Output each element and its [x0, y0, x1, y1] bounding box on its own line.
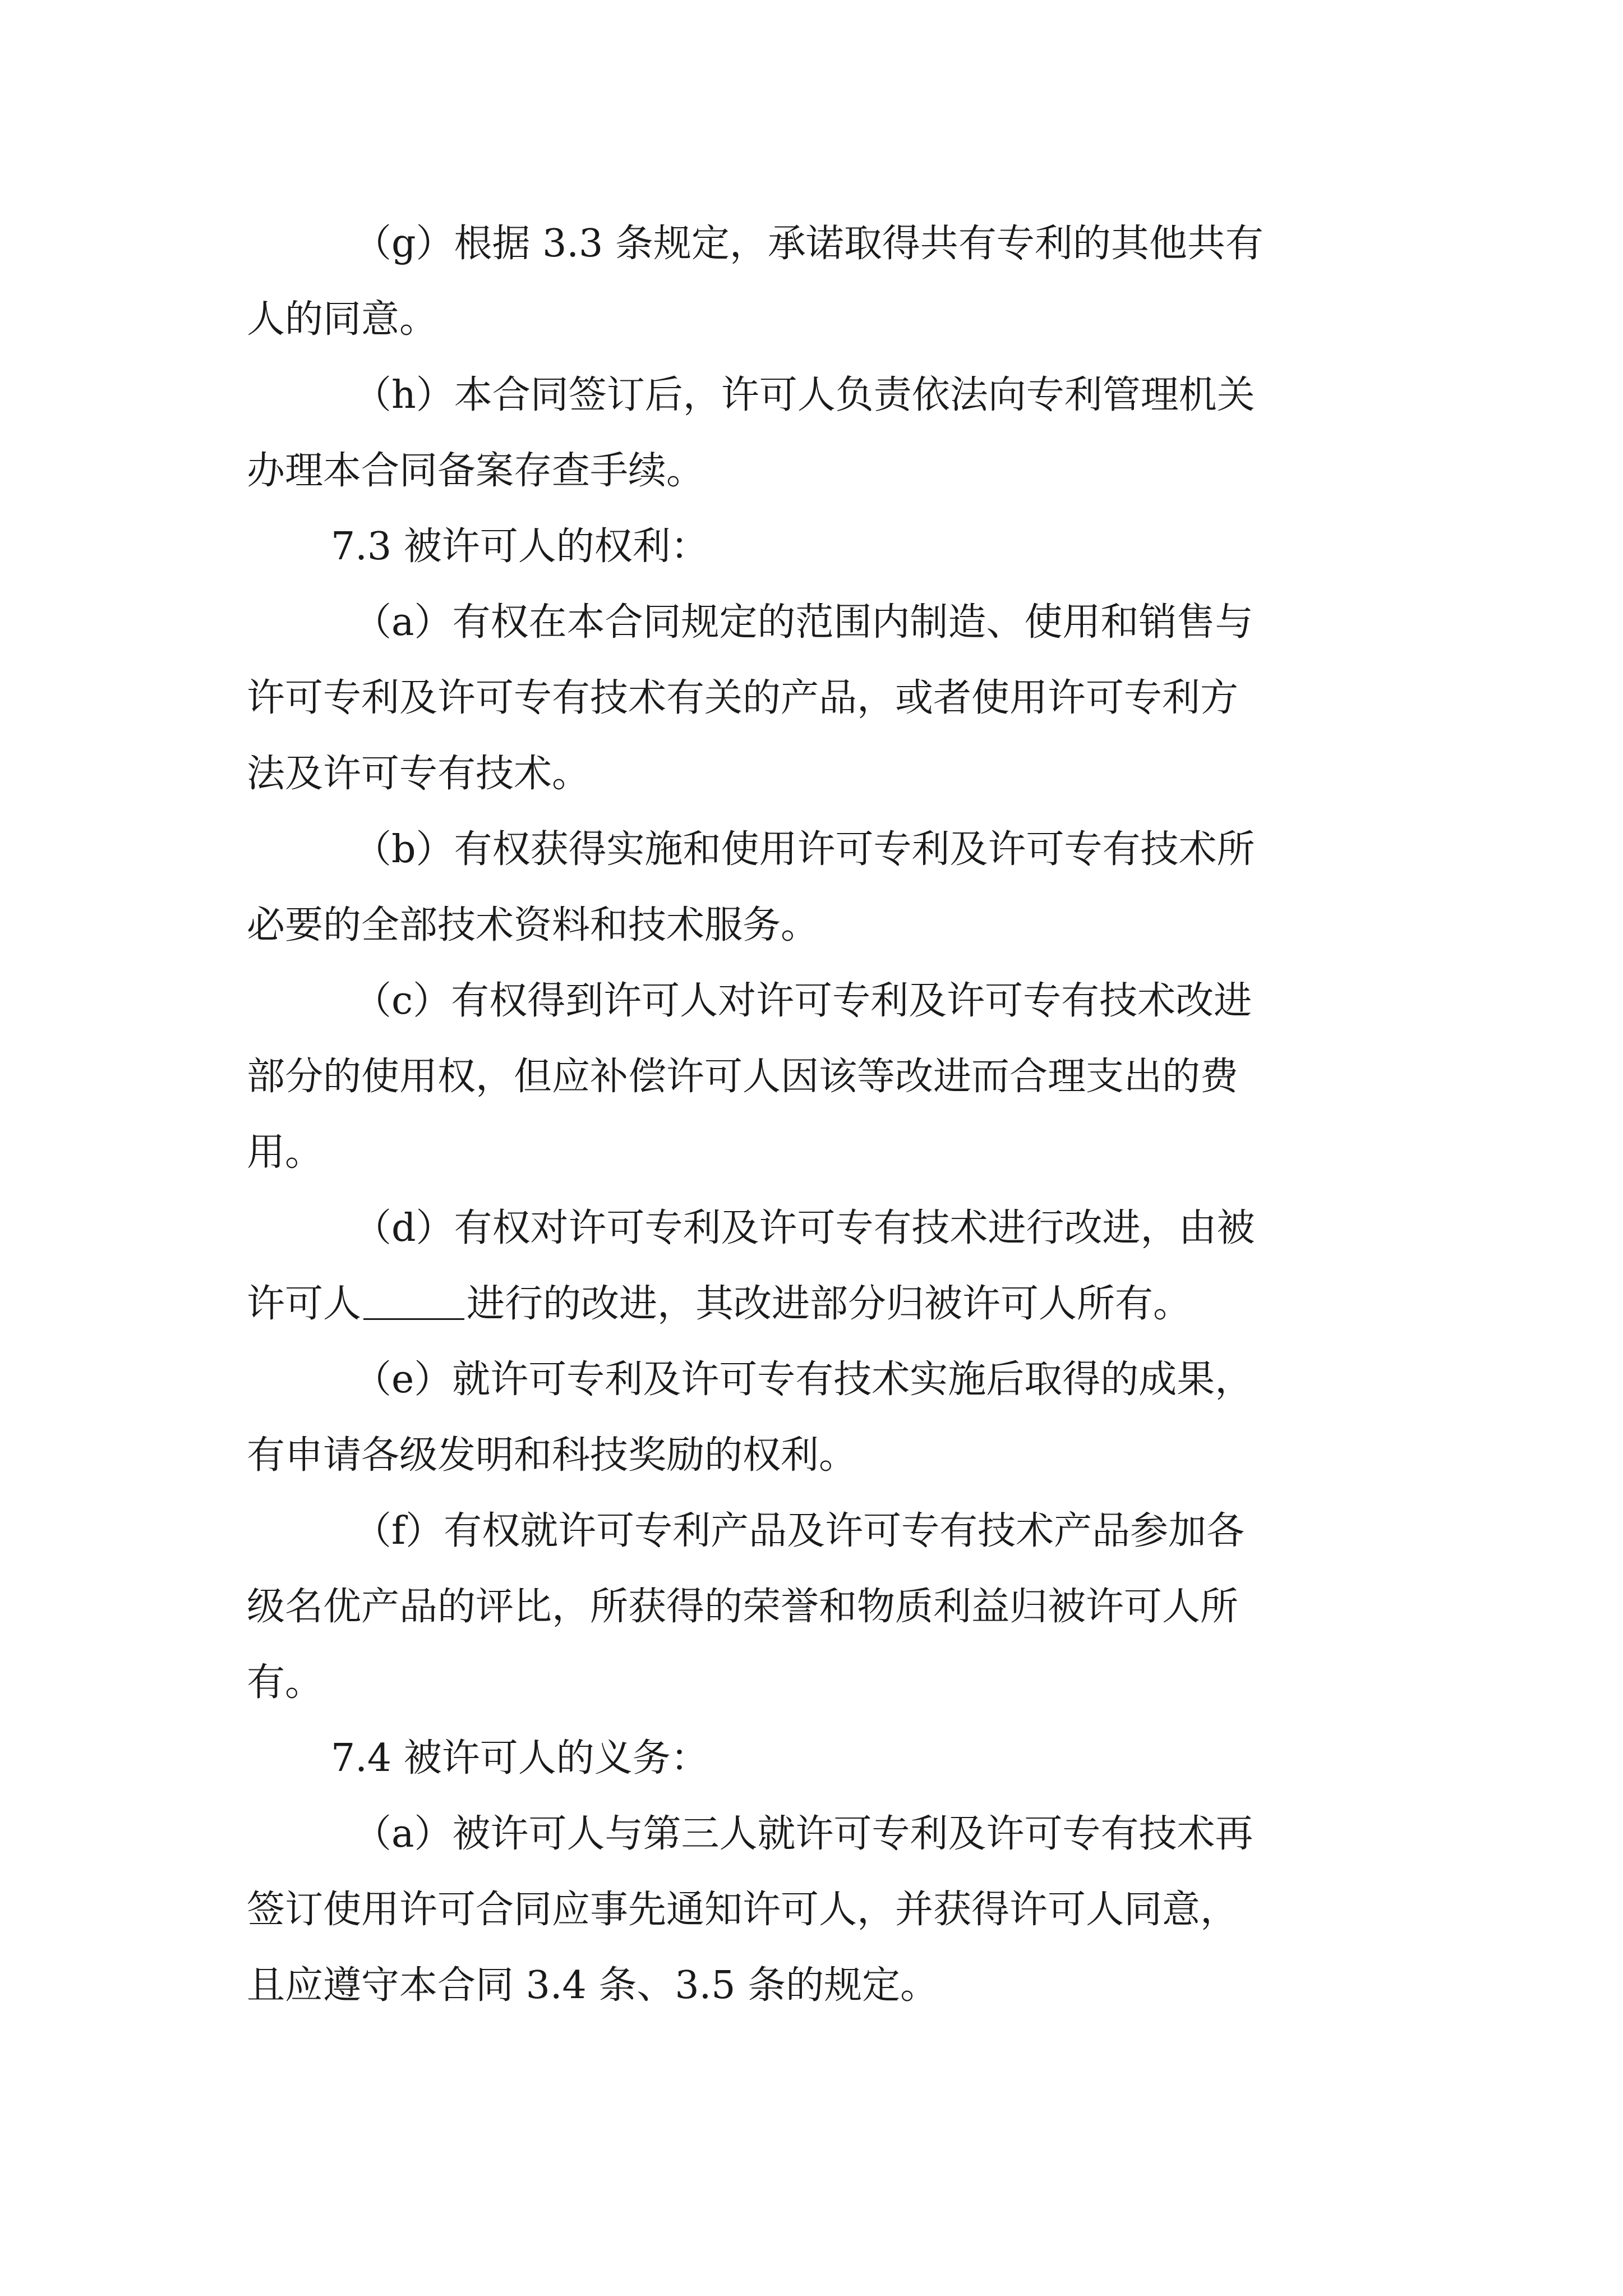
clause-7-3-c-line-3: 用。	[247, 1130, 324, 1175]
clause-7-3-a-line-3: 法及许可专有技术。	[247, 752, 591, 796]
clause-7-3-e-line-1: （e）就许可专利及许可专有技术实施后取得的成果，	[353, 1358, 1253, 1402]
clause-7-3-a-line-1: （a）有权在本合同规定的范围内制造、使用和销售与	[353, 600, 1253, 645]
clause-g-line-1: （g）根据 3.3 条规定，承诺取得共有专利的其他共有	[353, 222, 1264, 266]
clause-7-3-d-line-2-prefix: 许可人	[247, 1282, 362, 1326]
clause-7-3-f-line-1: （f）有权就许可专利产品及许可专有技术产品参加各	[353, 1509, 1245, 1553]
fill-in-blank	[363, 1285, 464, 1320]
clause-7-3-f-line-3: 有。	[247, 1660, 324, 1705]
clause-7-3-c-line-2: 部分的使用权，但应补偿许可人因该等改进而合理支出的费	[247, 1055, 1239, 1099]
clause-7-3-d-line-2	[247, 1276, 1191, 1332]
clause-7-3-f-line-2: 级名优产品的评比，所获得的荣誉和物质利益归被许可人所	[247, 1585, 1239, 1629]
clause-7-3-d-line-1: （d）有权对许可专利及许可专有技术进行改进，由被	[353, 1206, 1255, 1250]
clause-7-3-b-line-2: 必要的全部技术资料和技术服务。	[247, 903, 819, 947]
section-7-4-heading: 7.4 被许可人的义务：	[331, 1736, 709, 1780]
clause-h-line-1: （h）本合同签订后，许可人负责依法向专利管理机关	[353, 373, 1255, 417]
section-7-3-heading: 7.3 被许可人的权利：	[331, 524, 709, 569]
clause-7-4-a-line-2: 签订使用许可合同应事先通知许可人，并获得许可人同意，	[247, 1888, 1239, 1932]
clause-7-3-a-line-2: 许可专利及许可专有技术有关的产品，或者使用许可专利方	[247, 676, 1239, 720]
clause-7-4-a-line-3: 且应遵守本合同 3.4 条、3.5 条的规定。	[247, 1963, 939, 2008]
clause-7-3-b-line-1: （b）有权获得实施和使用许可专利及许可专有技术所	[353, 827, 1255, 872]
clause-7-4-a-line-1: （a）被许可人与第三人就许可专利及许可专有技术再	[353, 1812, 1253, 1856]
clause-h-line-2: 办理本合同备案存查手续。	[247, 449, 705, 493]
clause-7-3-e-line-2: 有申请各级发明和科技奖励的权利。	[247, 1433, 857, 1478]
clause-g-line-2: 人的同意。	[247, 297, 438, 342]
clause-7-3-d-line-2-suffix: 进行的改进，其改进部分归被许可人所有。	[467, 1282, 1192, 1326]
clause-7-3-c-line-1: （c）有权得到许可人对许可专利及许可专有技术改进	[353, 979, 1252, 1023]
